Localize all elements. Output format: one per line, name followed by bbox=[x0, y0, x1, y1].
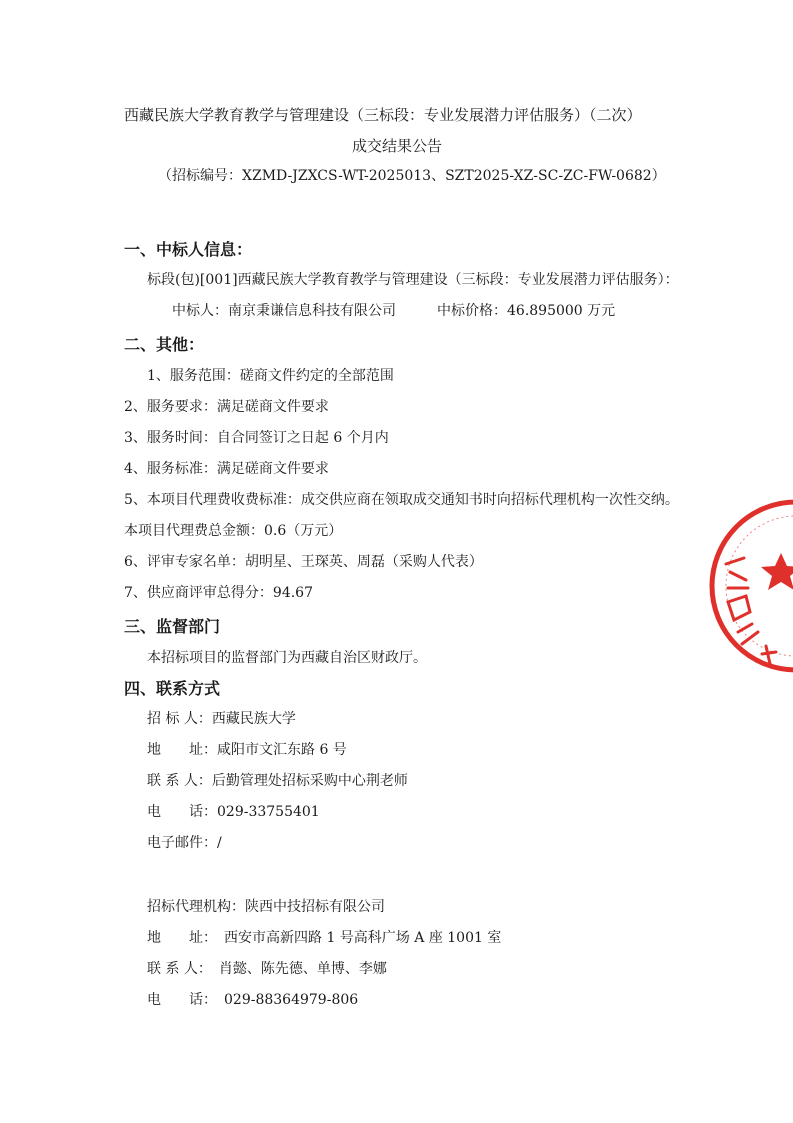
supervision-text: 本招标项目的监督部门为西藏自治区财政厅。 bbox=[147, 650, 427, 666]
buyer-phone: 电 话：029-33755401 bbox=[147, 804, 320, 820]
star-icon bbox=[761, 553, 793, 590]
section-heading-other: 二、其他： bbox=[124, 335, 205, 354]
other-item-5: 5、本项目代理费收费标准：成交供应商在领取成交通知书时向招标代理机构一次性交纳。 bbox=[124, 492, 679, 508]
lot-description: 标段(包)[001]西藏民族大学教育教学与管理建设（三标段：专业发展潜力评估服务）： bbox=[147, 272, 679, 288]
buyer-email: 电子邮件：/ bbox=[147, 835, 222, 851]
seal-lettering bbox=[726, 558, 776, 664]
buyer-address: 地 址：咸阳市文汇东路 6 号 bbox=[147, 742, 347, 758]
agency-address: 地 址： 西安市高新四路 1 号高科广场 A 座 1001 室 bbox=[147, 930, 502, 946]
other-item-4: 4、服务标准：满足磋商文件要求 bbox=[124, 461, 329, 477]
agency-fee-total: 本项目代理费总金额：0.6（万元） bbox=[124, 523, 343, 539]
seal-ring bbox=[712, 502, 793, 670]
other-item-3: 3、服务时间：自合同签订之日起 6 个月内 bbox=[124, 430, 389, 446]
other-item-7: 7、供应商评审总得分：94.67 bbox=[124, 585, 313, 601]
agency-phone: 电 话： 029-88364979-806 bbox=[147, 992, 359, 1008]
winning-bidder: 中标人：南京秉谦信息科技有限公司 bbox=[172, 303, 396, 319]
buyer-contact: 联 系 人：后勤管理处招标采购中心荆老师 bbox=[147, 773, 408, 789]
agency-name: 招标代理机构：陕西中技招标有限公司 bbox=[147, 899, 385, 915]
other-item-1: 1、服务范围：磋商文件约定的全部范围 bbox=[147, 368, 394, 384]
winning-price: 中标价格：46.895000 万元 bbox=[437, 303, 616, 319]
buyer-name: 招 标 人：西藏民族大学 bbox=[147, 711, 296, 727]
agency-contact: 联 系 人： 肖懿、陈先德、单博、李娜 bbox=[147, 961, 387, 977]
seal-graphic bbox=[712, 502, 793, 670]
seal-inner-ring bbox=[726, 516, 793, 656]
official-seal-icon bbox=[706, 496, 793, 676]
bid-number: （招标编号：XZMD-JZXCS-WT-2025013、SZT2025-XZ-SC-ZC-FW-0682） bbox=[158, 168, 666, 184]
section-heading-contact: 四、联系方式 bbox=[124, 679, 221, 698]
section-heading-winner: 一、中标人信息： bbox=[124, 240, 253, 259]
section-heading-supervision: 三、监督部门 bbox=[124, 617, 221, 636]
document-title-line1: 西藏民族大学教育教学与管理建设（三标段：专业发展潜力评估服务）（二次） bbox=[124, 106, 642, 124]
other-item-6: 6、评审专家名单：胡明星、王琛英、周磊（采购人代表） bbox=[124, 554, 483, 570]
other-item-2: 2、服务要求：满足磋商文件要求 bbox=[124, 399, 329, 415]
document-title-line2: 成交结果公告 bbox=[352, 137, 443, 155]
